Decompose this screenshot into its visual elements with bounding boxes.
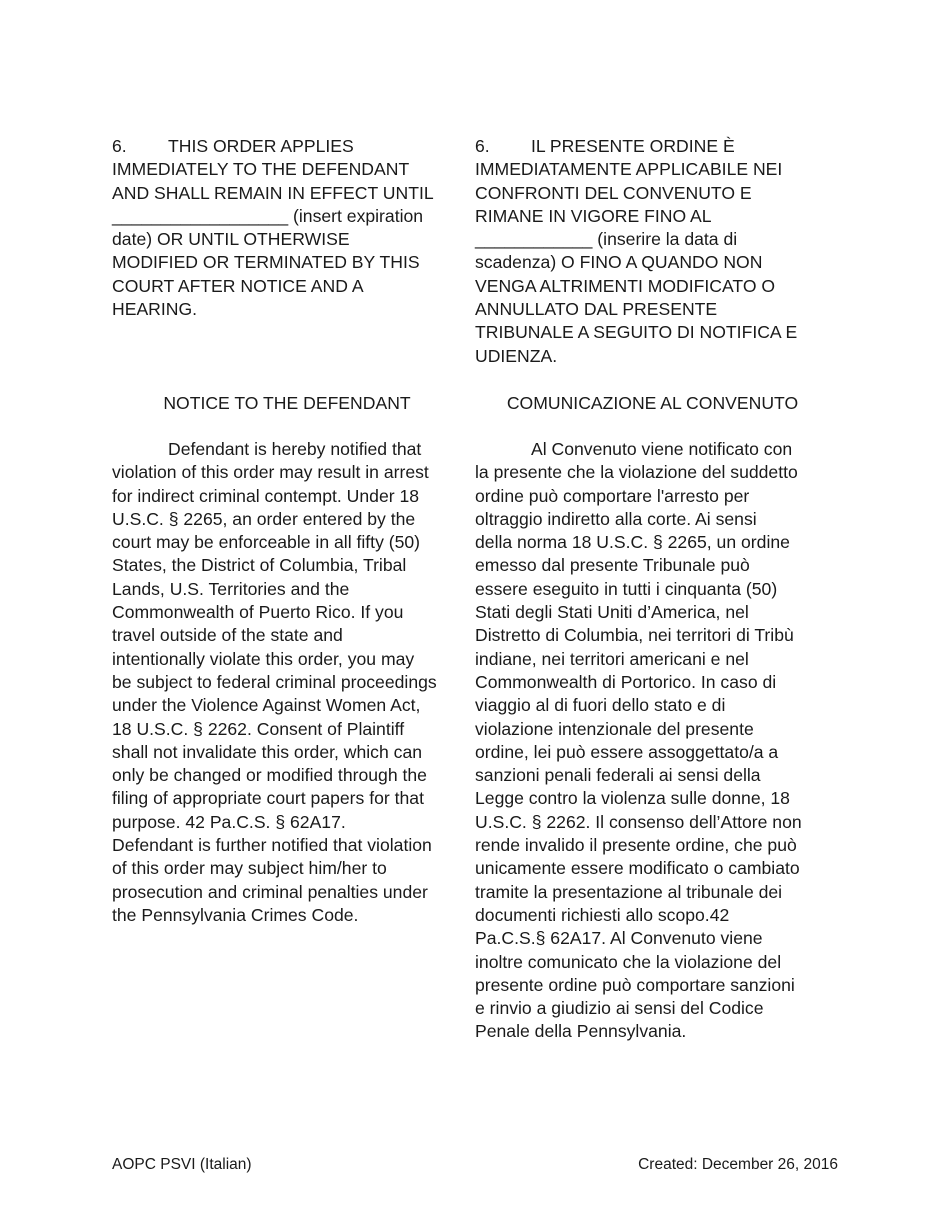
italian-column (475, 135, 830, 1044)
section-6-italian (475, 135, 830, 392)
notice-heading-italian: COMUNICAZIONE AL CONVENUTO (506, 393, 799, 413)
notice-text-italian: Al Convenuto viene notificato con la presente che la violazione del suddetto ordine può comportare l'arresto per oltraggio indiretto alla corte. Ai sensi della norma 18 U.S.C. § 2265, un ordine emesso dal presente Tribunale può essere eseguito in tutti i cinquanta (50) Stati degli Stati Uniti d’America, nel Distretto di Columbia, nei territori di Tribù indiane, nei territori americani e nel Commonwealth di Portorico. In caso di viaggio al di fuori dello stato e di violazione intenzionale del presente ordine, lei può essere assoggettato/a a sanzioni penali federali ai sensi della Legge contro la violenza sulle donne, 18 U.S.C. § 2262. Il consenso dell’Attore non rende invalido il presente ordine, che può unicamente essere modificato o cambiato tramite la presentazione al tribunale dei documenti richiesti allo scopo.42 Pa.C.S.§ 62A17. Al Convenuto viene inoltre comunicato che la violazione del presente ordine può comportare sanzioni e rinvio a giudizio ai sensi del Codice Penale della Pennsylvania. (475, 439, 802, 1042)
section-6-text-english: THIS ORDER APPLIES IMMEDIATELY TO THE DEFENDANT AND SHALL REMAIN IN EFFECT UNTIL __________________ (insert expiration date) OR UNTIL OTHERWISE MODIFIED OR TERMINATED BY THIS COURT AFTER NOTICE AND A HEARING. (112, 136, 434, 320)
section-6-number: 6. (112, 136, 127, 156)
english-column (112, 135, 462, 927)
section-6-text-italian: IL PRESENTE ORDINE È IMMEDIATAMENTE APPLICABILE NEI CONFRONTI DEL CONVENUTO E RIMANE IN VIGORE FINO AL ____________ (inserire la data di scadenza) O FINO A QUANDO NON VENGA ALTRIMENTI MODIFICATO O ANNULLATO DAL PRESENTE TRIBUNALE A SEGUITO DI NOTIFICA E UDIENZA. (475, 136, 798, 366)
notice-text-english: Defendant is hereby notified that violation of this order may result in arrest for indirect criminal contempt. Under 18 U.S.C. § 2265, an order entered by the court may be enforceable in all fifty (50) States, the District of Columbia, Tribal Lands, U.S. Territories and the Commonwealth of Puerto Rico. If you travel outside of the state and intentionally violate this order, you may be subject to federal criminal proceedings under the Violence Against Women Act, 18 U.S.C. § 2262. Consent of Plaintiff shall not invalidate this order, which can only be changed or modified through the filing of appropriate court papers for that purpose. 42 Pa.C.S. § 62A17. Defendant is further notified that violation of this order may subject him/her to prosecution and criminal penalties under the Pennsylvania Crimes Code. (112, 439, 437, 925)
section-6-english (112, 135, 462, 392)
notice-body-english (112, 438, 462, 927)
footer-form-id: AOPC PSVI (Italian) (112, 1156, 252, 1173)
section-6-number: 6. (475, 136, 490, 156)
notice-heading-english: NOTICE TO THE DEFENDANT (163, 393, 411, 413)
footer-created-date: Created: December 26, 2016 (638, 1156, 838, 1173)
notice-body-italian (475, 438, 830, 1044)
